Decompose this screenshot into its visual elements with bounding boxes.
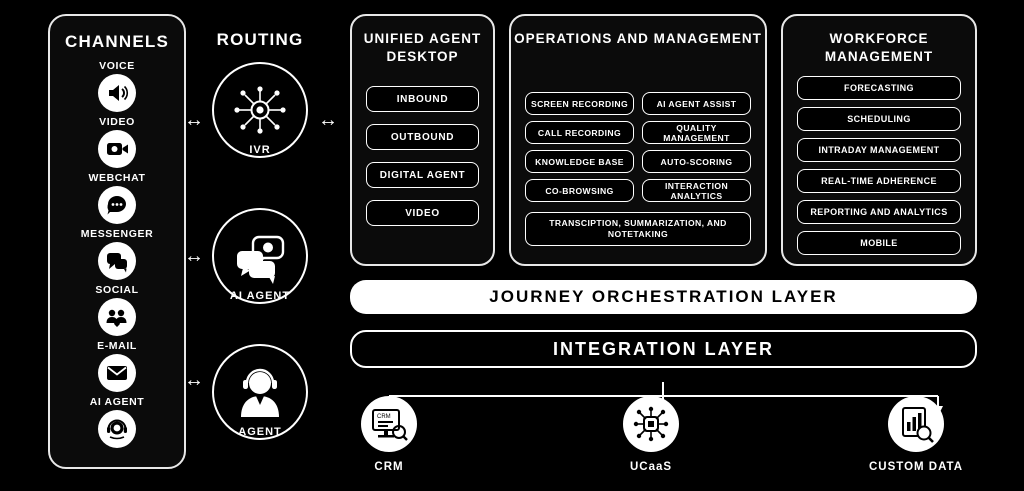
workforce-feature-pill[interactable]: REAL-TIME ADHERENCE [797, 169, 961, 193]
routing-label-ivr: IVR [249, 144, 271, 156]
routing-title: ROUTING [216, 30, 304, 49]
workforce-feature-pill[interactable]: FORECASTING [797, 76, 961, 100]
routing-node-ai-agent[interactable] [212, 208, 308, 302]
routing-node-ivr[interactable] [212, 62, 308, 156]
crm-monitor-icon [361, 396, 417, 452]
channels-list [50, 60, 184, 452]
operations-feature-pill[interactable]: CO-BROWSING [525, 179, 634, 202]
channel-label: VIDEO [99, 116, 135, 128]
channel-item[interactable] [97, 340, 137, 395]
channel-item[interactable] [81, 228, 154, 283]
integration-label-ucaas: UCaaS [629, 461, 673, 473]
workforce-feature-pill[interactable]: SCHEDULING [797, 107, 961, 131]
workforce-management-title: WORKFORCE MANAGEMENT [824, 31, 934, 65]
operations-feature-pill[interactable]: QUALITY MANAGEMENT [642, 121, 751, 144]
routing-node-agent[interactable] [212, 344, 308, 438]
journey-orchestration-layer: JOURNEY ORCHESTRATION LAYER [350, 280, 977, 314]
video-camera-icon [98, 130, 136, 168]
workforce-feature-pill[interactable]: REPORTING AND ANALYTICS [797, 200, 961, 224]
ai-agent-headset-icon [98, 410, 136, 448]
desktop-feature-pill[interactable]: VIDEO [366, 200, 479, 226]
desktop-feature-pill[interactable]: OUTBOUND [366, 124, 479, 150]
integration-node-ucaas[interactable] [591, 396, 711, 473]
operations-feature-pill[interactable]: CALL RECORDING [525, 121, 634, 144]
operations-feature-pill[interactable]: KNOWLEDGE BASE [525, 150, 634, 173]
workforce-management-list [797, 76, 961, 262]
custom-data-report-icon [888, 396, 944, 452]
integration-label-crm: CRM [374, 461, 404, 473]
arrow-channels-agent: ↔ [184, 369, 204, 391]
ucaas-network-icon [623, 396, 679, 452]
chat-bubble-icon [98, 186, 136, 224]
arrow-channels-ivr: ↔ [184, 109, 204, 131]
operations-management-panel [509, 14, 767, 266]
channel-label: AI AGENT [89, 396, 145, 408]
desktop-feature-pill[interactable]: DIGITAL AGENT [366, 162, 479, 188]
workforce-management-panel [781, 14, 977, 266]
messenger-bubble-icon [98, 242, 136, 280]
channel-label: SOCIAL [95, 284, 139, 296]
channel-label: E-MAIL [97, 340, 137, 352]
social-heart-icon [98, 298, 136, 336]
desktop-feature-pill[interactable]: INBOUND [366, 86, 479, 112]
channel-label: VOICE [99, 60, 135, 72]
unified-agent-desktop-panel [350, 14, 495, 266]
arrow-channels-ai-agent: ↔ [184, 245, 204, 267]
channel-item[interactable] [95, 284, 138, 339]
integration-label-custom-data: CUSTOM DATA [868, 461, 964, 473]
operations-feature-pill[interactable]: AUTO-SCORING [642, 150, 751, 173]
workforce-feature-pill[interactable]: MOBILE [797, 231, 961, 255]
operations-management-grid [525, 92, 751, 202]
integration-layer: INTEGRATION LAYER [350, 330, 977, 368]
channel-item[interactable] [98, 60, 136, 115]
channel-item[interactable] [90, 396, 145, 451]
megaphone-icon [98, 74, 136, 112]
operations-management-wide-items [525, 212, 751, 246]
channel-label: MESSENGER [80, 228, 154, 240]
unified-agent-desktop-title: UNIFIED AGENT DESKTOP [363, 31, 482, 65]
operations-feature-pill[interactable]: INTERACTION ANALYTICS [642, 179, 751, 202]
arrow-ivr-desktop: ↔ [318, 109, 338, 131]
operations-feature-pill-wide[interactable]: TRANSCIPTION, SUMMARIZATION, AND NOTETAKING [525, 212, 751, 246]
operations-feature-pill[interactable]: AI AGENT ASSIST [642, 92, 751, 115]
channels-title: CHANNELS [64, 32, 170, 51]
envelope-icon [98, 354, 136, 392]
integration-node-crm[interactable] [329, 396, 449, 473]
unified-agent-desktop-list [352, 86, 493, 226]
routing-label-agent: AGENT [238, 426, 282, 438]
integration-node-custom-data[interactable] [856, 396, 976, 473]
svg-text:CRM: CRM [377, 414, 391, 420]
channels-panel [48, 14, 186, 469]
channel-label: WEBCHAT [88, 172, 146, 184]
operations-management-title: OPERATIONS AND MANAGEMENT [514, 31, 762, 46]
channel-item[interactable] [98, 116, 136, 171]
workforce-feature-pill[interactable]: INTRADAY MANAGEMENT [797, 138, 961, 162]
operations-feature-pill[interactable]: SCREEN RECORDING [525, 92, 634, 115]
routing-label-ai-agent: AI AGENT [229, 290, 291, 302]
channel-item[interactable] [88, 172, 145, 227]
